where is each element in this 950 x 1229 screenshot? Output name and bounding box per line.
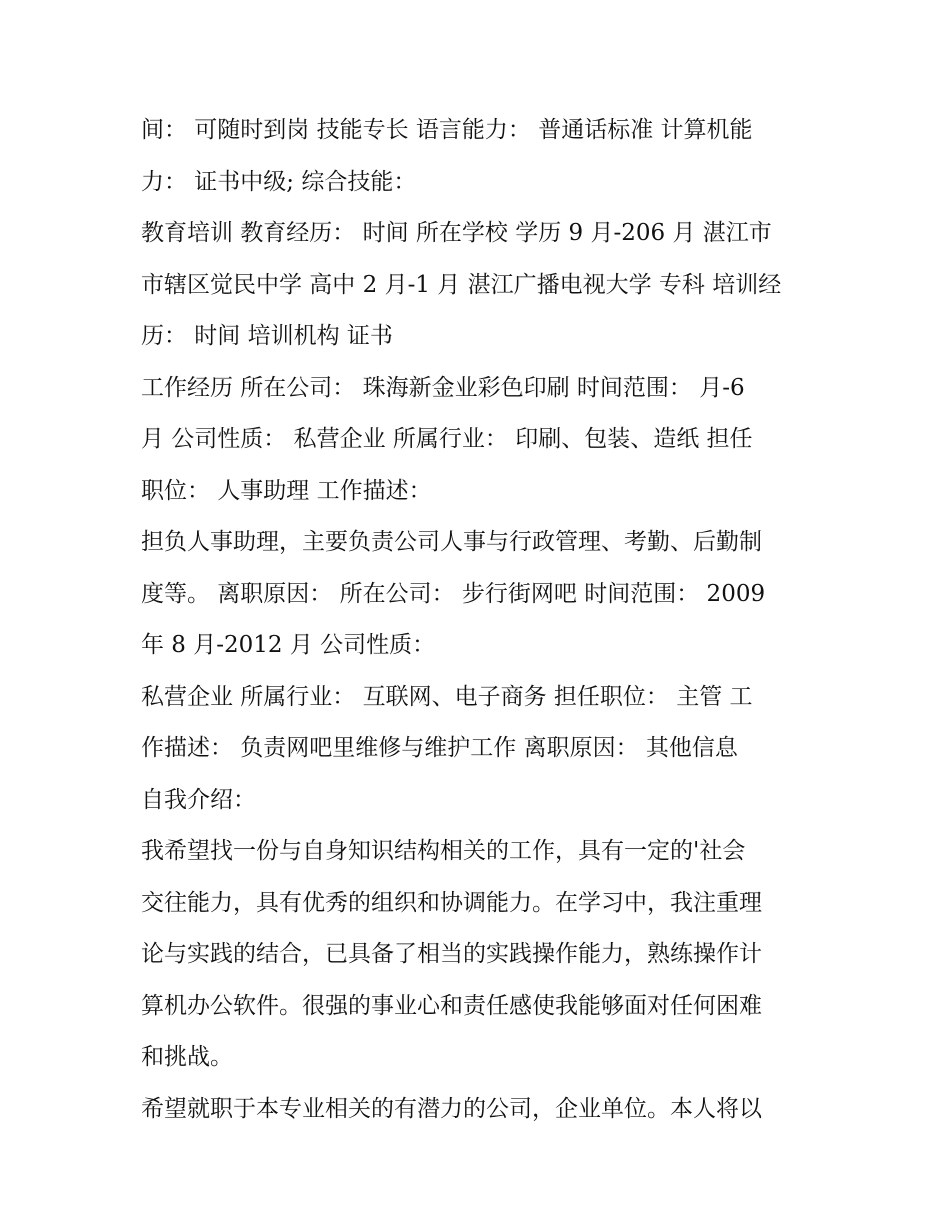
text-line: 力： 证书中级; 综合技能： xyxy=(141,168,417,195)
text-line: 论与实践的结合，已具备了相当的实践操作能力，熟练操作计 xyxy=(141,941,762,967)
text-line: 和挑战。 xyxy=(141,1044,233,1070)
text-line: 职位： 人事助理 工作描述： xyxy=(141,477,432,504)
text-line: 私营企业 所属行业： 互联网、电子商务 担任职位： 主管 工 xyxy=(141,683,753,710)
text-line: 我希望找一份与自身知识结构相关的工作，具有一定的'社会 xyxy=(141,838,746,864)
text-line: 希望就职于本专业相关的有潜力的公司，企业单位。本人将以 xyxy=(141,1095,762,1122)
text-line: 教育培训 教育经历： 时间 所在学校 学历 9 月-206 月 湛江市 xyxy=(141,220,772,246)
resume-body-text xyxy=(141,111,821,1141)
text-line: 作描述： 负责网吧里维修与维护工作 离职原因： 其他信息 xyxy=(141,735,738,761)
text-line: 度等。 离职原因： 所在公司： 步行街网吧 时间范围： 2009 xyxy=(141,580,766,607)
text-line: 月 公司性质： 私营企业 所属行业： 印刷、包装、造纸 担任 xyxy=(141,426,753,452)
text-line: 交往能力，具有优秀的组织和协调能力。在学习中，我注重理 xyxy=(141,889,762,916)
text-line: 算机办公软件。很强的事业心和责任感使我能够面对任何困难 xyxy=(141,992,762,1019)
text-line: 间： 可随时到岗 技能专长 语言能力： 普通话标准 计算机能 xyxy=(141,117,753,143)
text-line: 年 8 月-2012 月 公司性质： xyxy=(141,632,436,658)
text-line: 历： 时间 培训机构 证书 xyxy=(141,323,393,349)
text-line: 市辖区觉民中学 高中 2 月-1 月 湛江广播电视大学 专科 培训经 xyxy=(141,271,782,298)
text-line: 工作经历 所在公司： 珠海新金业彩色印刷 时间范围： 月-6 xyxy=(141,374,745,401)
text-line: 担负人事助理，主要负责公司人事与行政管理、考勤、后勤制 xyxy=(141,529,762,555)
text-line: 自我介绍： xyxy=(141,786,256,813)
